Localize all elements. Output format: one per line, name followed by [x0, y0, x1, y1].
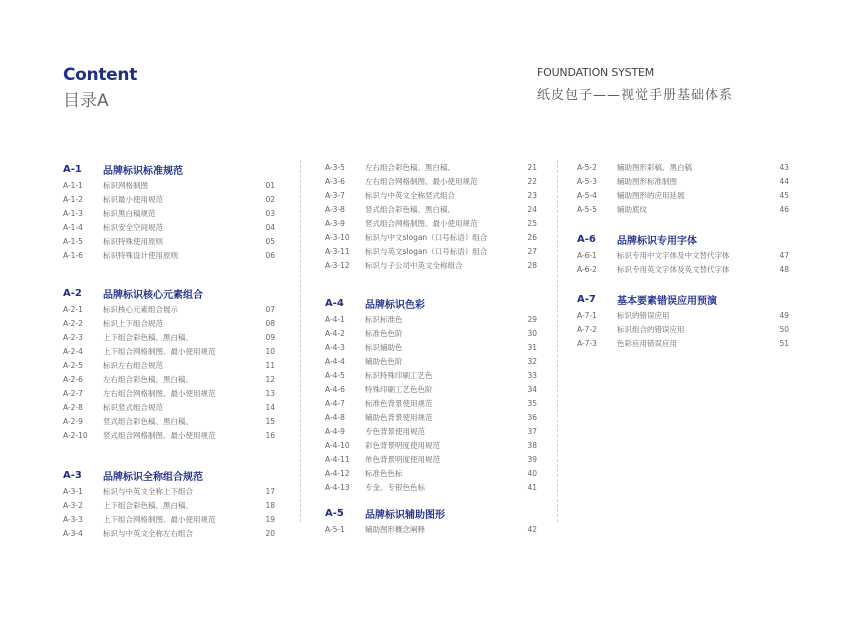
entry-page-number: 17 — [265, 486, 275, 496]
column-divider — [300, 160, 301, 522]
toc-entry[interactable] — [325, 354, 537, 368]
entry-code: A-2-2 — [63, 318, 83, 328]
entry-label: 标识与英文slogan（口号标语）组合 — [365, 246, 488, 256]
entry-page-number: 35 — [527, 398, 537, 408]
entry-page-number: 50 — [779, 324, 789, 334]
entry-code: A-3-11 — [325, 246, 350, 256]
toc-section — [325, 504, 537, 536]
entry-label: 左右组合网格制图、最小使用规范 — [365, 176, 478, 186]
entry-code: A-4-11 — [325, 454, 350, 464]
entry-page-number: 27 — [527, 246, 537, 256]
toc-entry[interactable] — [63, 302, 275, 316]
entry-label: 色彩应用错误应用 — [617, 338, 677, 348]
section-code: A-6 — [577, 233, 596, 245]
toc-entry[interactable] — [63, 400, 275, 414]
entry-label: 标识与子公司中英文全称组合 — [365, 260, 463, 270]
entry-code: A-1-5 — [63, 236, 83, 246]
entry-page-number: 26 — [527, 232, 537, 242]
entry-code: A-4-13 — [325, 482, 350, 492]
toc-entry[interactable] — [63, 498, 275, 512]
entry-code: A-4-12 — [325, 468, 350, 478]
system-label: FOUNDATION SYSTEM — [537, 66, 655, 79]
toc-entry[interactable] — [63, 512, 275, 526]
toc-entry[interactable] — [577, 262, 789, 276]
toc-section — [63, 284, 275, 442]
entry-page-number: 40 — [527, 468, 537, 478]
entry-code: A-2-5 — [63, 360, 83, 370]
section-code: A-7 — [577, 293, 596, 305]
toc-entry[interactable] — [325, 410, 537, 424]
entry-label: 上下组合网格制图、最小使用规范 — [103, 514, 216, 524]
entry-code: A-3-4 — [63, 528, 83, 538]
entry-code: A-2-6 — [63, 374, 83, 384]
toc-entry[interactable] — [325, 244, 537, 258]
entry-label: 专色背景使用规范 — [365, 426, 425, 436]
toc-entry[interactable] — [63, 386, 275, 400]
section-heading[interactable] — [63, 284, 275, 302]
entry-page-number: 11 — [265, 360, 275, 370]
toc-entry[interactable] — [63, 414, 275, 428]
entry-page-number: 06 — [265, 250, 275, 260]
toc-entry[interactable] — [577, 336, 789, 350]
entry-code: A-6-2 — [577, 264, 597, 274]
entry-label: 标识与中文slogan（口号标语）组合 — [365, 232, 488, 242]
entry-label: 竖式组合彩色稿、黑白稿、 — [103, 416, 193, 426]
entry-code: A-3-10 — [325, 232, 350, 242]
section-title: 基本要素错误应用预演 — [617, 295, 717, 307]
toc-entry[interactable] — [63, 192, 275, 206]
entry-code: A-3-12 — [325, 260, 350, 270]
entry-label: 单色背景明度使用规范 — [365, 454, 440, 464]
entry-label: 竖式组合网格制图、最小使用规范 — [103, 430, 216, 440]
entry-label: 标识特殊印刷工艺色 — [365, 370, 433, 380]
entry-label: 标准色色阶 — [365, 328, 403, 338]
toc-entry[interactable] — [577, 160, 789, 174]
entry-label: 辅助图形彩稿、黑白稿 — [617, 162, 692, 172]
toc-entry[interactable] — [325, 368, 537, 382]
toc-entry[interactable] — [63, 358, 275, 372]
entry-label: 标识组合的错误应用 — [617, 324, 685, 334]
entry-code: A-2-7 — [63, 388, 83, 398]
entry-label: 标识安全空间规范 — [103, 222, 163, 232]
section-heading[interactable] — [577, 290, 789, 308]
entry-page-number: 47 — [779, 250, 789, 260]
toc-section — [63, 160, 275, 262]
entry-page-number: 46 — [779, 204, 789, 214]
toc-entry[interactable] — [325, 258, 537, 272]
toc-column-2 — [325, 160, 537, 536]
entry-page-number: 01 — [265, 180, 275, 190]
entry-label: 标识与中英文全称上下组合 — [103, 486, 193, 496]
entry-label: 标识的错误应用 — [617, 310, 670, 320]
toc-entry[interactable] — [577, 308, 789, 322]
entry-page-number: 19 — [265, 514, 275, 524]
entry-code: A-2-9 — [63, 416, 83, 426]
entry-code: A-4-1 — [325, 314, 345, 324]
entry-page-number: 20 — [265, 528, 275, 538]
entry-label: 标识网格制图 — [103, 180, 148, 190]
toc-entry[interactable] — [325, 466, 537, 480]
toc-entry[interactable] — [325, 396, 537, 410]
entry-page-number: 45 — [779, 190, 789, 200]
entry-label: 标识最小使用规范 — [103, 194, 163, 204]
entry-page-number: 07 — [265, 304, 275, 314]
toc-entry[interactable] — [63, 484, 275, 498]
entry-code: A-1-2 — [63, 194, 83, 204]
entry-code: A-3-7 — [325, 190, 345, 200]
section-title: 品牌标识辅助图形 — [365, 509, 445, 521]
entry-label: 彩色背景明度使用规范 — [365, 440, 440, 450]
toc-entry[interactable] — [325, 438, 537, 452]
entry-label: 标识与中英文全称竖式组合 — [365, 190, 455, 200]
entry-page-number: 32 — [527, 356, 537, 366]
toc-entry[interactable] — [63, 330, 275, 344]
entry-label: 标准色背景使用规范 — [365, 398, 433, 408]
entry-page-number: 41 — [527, 482, 537, 492]
section-code: A-2 — [63, 287, 82, 299]
entry-page-number: 36 — [527, 412, 537, 422]
toc-column-3 — [577, 160, 789, 350]
entry-code: A-4-4 — [325, 356, 345, 366]
toc-entry[interactable] — [325, 326, 537, 340]
entry-code: A-5-3 — [577, 176, 597, 186]
toc-section — [577, 230, 789, 276]
entry-label: 标识特殊设计使用原则 — [103, 250, 178, 260]
toc-entry[interactable] — [63, 372, 275, 386]
entry-page-number: 04 — [265, 222, 275, 232]
entry-label: 标识黑白稿规范 — [103, 208, 156, 218]
toc-entry[interactable] — [325, 382, 537, 396]
entry-code: A-4-5 — [325, 370, 345, 380]
entry-label: 左右组合彩色稿、黑白稿、 — [103, 374, 193, 384]
entry-code: A-1-6 — [63, 250, 83, 260]
section-title: 品牌标识专用字体 — [617, 235, 697, 247]
toc-entry[interactable] — [63, 344, 275, 358]
entry-page-number: 33 — [527, 370, 537, 380]
entry-page-number: 05 — [265, 236, 275, 246]
toc-entry[interactable] — [63, 220, 275, 234]
entry-label: 标识专用英文字体及英文替代字体 — [617, 264, 730, 274]
entry-page-number: 22 — [527, 176, 537, 186]
entry-label: 专金、专银色色标 — [365, 482, 425, 492]
entry-code: A-4-2 — [325, 328, 345, 338]
toc-entry[interactable] — [325, 424, 537, 438]
toc-section — [577, 290, 789, 350]
toc-entry[interactable] — [63, 428, 275, 442]
entry-page-number: 03 — [265, 208, 275, 218]
entry-page-number: 39 — [527, 454, 537, 464]
toc-entry[interactable] — [325, 452, 537, 466]
entry-label: 标识标准色 — [365, 314, 403, 324]
section-heading[interactable] — [577, 230, 789, 248]
entry-page-number: 37 — [527, 426, 537, 436]
section-title: 品牌标识全称组合规范 — [103, 471, 203, 483]
entry-code: A-3-5 — [325, 162, 345, 172]
section-heading[interactable] — [63, 160, 275, 178]
entry-code: A-3-2 — [63, 500, 83, 510]
entry-label: 特殊印刷工艺色色阶 — [365, 384, 433, 394]
section-title: 品牌标识色彩 — [365, 299, 425, 311]
entry-code: A-4-8 — [325, 412, 345, 422]
toc-entry[interactable] — [577, 248, 789, 262]
toc-entry[interactable] — [325, 340, 537, 354]
entry-code: A-1-3 — [63, 208, 83, 218]
entry-page-number: 21 — [527, 162, 537, 172]
entry-label: 竖式组合网格制图、最小使用规范 — [365, 218, 478, 228]
entry-code: A-3-6 — [325, 176, 345, 186]
entry-page-number: 15 — [265, 416, 275, 426]
section-heading[interactable] — [325, 504, 537, 522]
entry-page-number: 30 — [527, 328, 537, 338]
toc-entry[interactable] — [325, 160, 537, 174]
entry-page-number: 13 — [265, 388, 275, 398]
toc-entry[interactable] — [63, 526, 275, 540]
entry-label: 标识辅助色 — [365, 342, 403, 352]
entry-label: 辅助色色阶 — [365, 356, 403, 366]
toc-entry[interactable] — [325, 202, 537, 216]
page-title-chinese: 目录A — [63, 91, 109, 111]
entry-page-number: 25 — [527, 218, 537, 228]
entry-page-number: 29 — [527, 314, 537, 324]
entry-code: A-1-4 — [63, 222, 83, 232]
entry-code: A-4-9 — [325, 426, 345, 436]
toc-entry[interactable] — [325, 188, 537, 202]
toc-entry[interactable] — [325, 522, 537, 536]
entry-code: A-6-1 — [577, 250, 597, 260]
entry-page-number: 24 — [527, 204, 537, 214]
toc-entry[interactable] — [325, 312, 537, 326]
toc-entry[interactable] — [63, 248, 275, 262]
section-code: A-1 — [63, 163, 82, 175]
entry-code: A-3-9 — [325, 218, 345, 228]
entry-label: 辅助图形标准制图 — [617, 176, 677, 186]
entry-code: A-5-1 — [325, 524, 345, 534]
entry-page-number: 02 — [265, 194, 275, 204]
entry-label: 上下组合彩色稿、黑白稿、 — [103, 500, 193, 510]
entry-label: 辅助图形的应用延展 — [617, 190, 685, 200]
entry-label: 辅助图形概念阐释 — [365, 524, 425, 534]
toc-entry[interactable] — [577, 322, 789, 336]
entry-label: 辅助色背景使用规范 — [365, 412, 433, 422]
entry-code: A-4-6 — [325, 384, 345, 394]
entry-code: A-7-3 — [577, 338, 597, 348]
entry-page-number: 43 — [779, 162, 789, 172]
entry-code: A-5-4 — [577, 190, 597, 200]
entry-page-number: 31 — [527, 342, 537, 352]
section-title: 品牌标识核心元素组合 — [103, 289, 203, 301]
entry-page-number: 28 — [527, 260, 537, 270]
entry-page-number: 16 — [265, 430, 275, 440]
entry-page-number: 42 — [527, 524, 537, 534]
toc-entry[interactable] — [325, 174, 537, 188]
toc-section — [577, 160, 789, 216]
entry-code: A-2-4 — [63, 346, 83, 356]
entry-label: 标识专用中文字体及中文替代字体 — [617, 250, 730, 260]
entry-code: A-5-5 — [577, 204, 597, 214]
entry-code: A-4-3 — [325, 342, 345, 352]
entry-label: 左右组合彩色稿、黑白稿、 — [365, 162, 455, 172]
entry-page-number: 48 — [779, 264, 789, 274]
entry-code: A-1-1 — [63, 180, 83, 190]
toc-entry[interactable] — [325, 216, 537, 230]
entry-page-number: 10 — [265, 346, 275, 356]
entry-code: A-7-2 — [577, 324, 597, 334]
entry-page-number: 51 — [779, 338, 789, 348]
toc-entry[interactable] — [577, 202, 789, 216]
entry-label: 标准色色标 — [365, 468, 403, 478]
entry-label: 标识特殊使用原则 — [103, 236, 163, 246]
entry-label: 上下组合彩色稿、黑白稿、 — [103, 332, 193, 342]
entry-page-number: 49 — [779, 310, 789, 320]
entry-page-number: 14 — [265, 402, 275, 412]
entry-code: A-3-8 — [325, 204, 345, 214]
section-code: A-5 — [325, 507, 344, 519]
entry-label: 标识竖式组合规范 — [103, 402, 163, 412]
entry-page-number: 09 — [265, 332, 275, 342]
entry-code: A-2-10 — [63, 430, 88, 440]
page-title-english: Content — [63, 65, 138, 85]
entry-page-number: 34 — [527, 384, 537, 394]
toc-entry[interactable] — [577, 188, 789, 202]
entry-code: A-3-1 — [63, 486, 83, 496]
toc-entry[interactable] — [577, 174, 789, 188]
entry-page-number: 38 — [527, 440, 537, 450]
entry-page-number: 08 — [265, 318, 275, 328]
toc-entry[interactable] — [325, 230, 537, 244]
entry-code: A-4-10 — [325, 440, 350, 450]
entry-page-number: 18 — [265, 500, 275, 510]
toc-section — [325, 160, 537, 272]
entry-code: A-3-3 — [63, 514, 83, 524]
section-title: 品牌标识标准规范 — [103, 165, 183, 177]
toc-entry[interactable] — [63, 316, 275, 330]
toc-entry[interactable] — [325, 480, 537, 494]
entry-code: A-5-2 — [577, 162, 597, 172]
entry-page-number: 12 — [265, 374, 275, 384]
section-code: A-3 — [63, 469, 82, 481]
toc-entry[interactable] — [63, 178, 275, 192]
entry-label: 左右组合网格制图、最小使用规范 — [103, 388, 216, 398]
entry-label: 竖式组合彩色稿、黑白稿、 — [365, 204, 455, 214]
entry-label: 辅助底纹 — [617, 204, 647, 214]
section-heading[interactable] — [325, 294, 537, 312]
section-heading[interactable] — [63, 466, 275, 484]
entry-label: 标识上下组合规范 — [103, 318, 163, 328]
entry-code: A-2-3 — [63, 332, 83, 342]
entry-code: A-2-1 — [63, 304, 83, 314]
entry-label: 标识核心元素组合展示 — [103, 304, 178, 314]
toc-column-1 — [63, 160, 275, 540]
entry-code: A-7-1 — [577, 310, 597, 320]
entry-code: A-2-8 — [63, 402, 83, 412]
entry-label: 上下组合网格制图、最小使用规范 — [103, 346, 216, 356]
toc-entry[interactable] — [63, 234, 275, 248]
entry-code: A-4-7 — [325, 398, 345, 408]
entry-page-number: 44 — [779, 176, 789, 186]
toc-entry[interactable] — [63, 206, 275, 220]
column-divider — [557, 160, 558, 522]
system-tagline: 纸皮包子——视觉手册基础体系 — [537, 88, 734, 103]
toc-section — [325, 294, 537, 494]
toc-section — [63, 466, 275, 540]
section-code: A-4 — [325, 297, 344, 309]
entry-label: 标识与中英文全称左右组合 — [103, 528, 193, 538]
entry-label: 标识左右组合规范 — [103, 360, 163, 370]
entry-page-number: 23 — [527, 190, 537, 200]
